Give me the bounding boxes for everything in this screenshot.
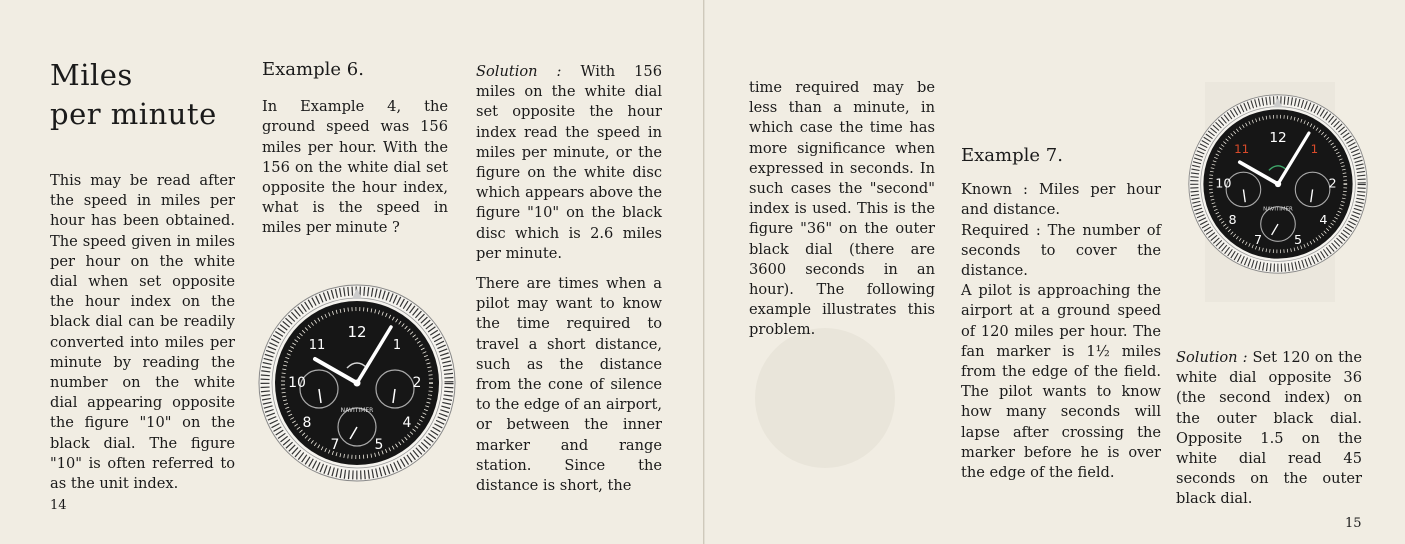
solution-7-label: Solution : xyxy=(1176,349,1248,366)
page-title: Miles per minute xyxy=(50,58,217,131)
svg-text:2: 2 xyxy=(1328,176,1337,192)
svg-text:4: 4 xyxy=(402,415,412,431)
watch-illustration-right xyxy=(1187,93,1369,275)
navitimer-watch-icon xyxy=(1187,93,1369,275)
svg-text:10: 10 xyxy=(1215,176,1232,192)
svg-text:7: 7 xyxy=(1253,233,1263,249)
svg-text:5: 5 xyxy=(1293,233,1303,249)
svg-text:1: 1 xyxy=(1310,142,1319,157)
watch-brand-label: NAVITIMER xyxy=(1263,206,1293,213)
watch-illustration-left xyxy=(257,283,457,483)
navitimer-watch-icon xyxy=(257,283,457,483)
solution-6-label: Solution : xyxy=(476,63,562,80)
example-6-text: In Example 4, the ground speed was 156 miles per hour. With the 156 on the white dial set opposite the hour index, what is the speed in miles per minute ? xyxy=(262,98,448,237)
svg-text:12: 12 xyxy=(1269,130,1287,147)
example-6-column xyxy=(262,60,448,239)
intro-paragraph: This may be read after the speed in miles per hour has been obtained. The speed given in miles per hour on the white dial when set opposite the hour index on the black dial can be readily converted into miles per minute by reading the number on the white dial appearing opposite the figure "10" on the black dial. The figure "10" is often referred to as the unit index. xyxy=(50,172,235,493)
svg-text:5: 5 xyxy=(374,437,384,453)
svg-text:1: 1 xyxy=(392,338,402,353)
continued-paragraph: time required may be less than a minute, in which case the time has more significance when expressed in seconds. In such cases the "second" index is used. This is the figure "36" on the outer black dial (there are 3600 seconds in an hour). The following example illustrates this problem. xyxy=(749,79,935,339)
watch-brand-label: NAVITIMER xyxy=(340,407,374,414)
known-text: Known : Miles per hour and distance. xyxy=(961,181,1161,219)
example-7-column xyxy=(961,146,1161,483)
times-paragraph: There are times when a pilot may want to know the time required to travel a short distance, such as the distance from the cone of silence to the edge of an airport, or between the inner marker and range station. Since the distance is short, the xyxy=(476,275,662,495)
svg-text:11: 11 xyxy=(308,338,326,353)
svg-text:10: 10 xyxy=(288,375,306,391)
svg-text:7: 7 xyxy=(330,437,340,453)
example-7-heading: Example 7. xyxy=(961,145,1063,166)
svg-text:8: 8 xyxy=(1228,213,1237,229)
svg-text:11: 11 xyxy=(1234,142,1250,157)
svg-text:4: 4 xyxy=(1319,213,1328,229)
solution-7-paragraph xyxy=(1176,348,1362,510)
problem-text: A pilot is approaching the airport at a ground speed of 120 miles per hour. The fan marker is 1½ miles from the edge of the field. The pilot wants to know how many seconds will lapse after crossing the marker before he is over the edge of the field. xyxy=(961,282,1161,482)
solution-6-paragraph xyxy=(476,62,662,264)
solution-6-column xyxy=(476,62,662,496)
page-number-left: 14 xyxy=(50,498,67,513)
svg-text:2: 2 xyxy=(412,375,422,391)
solution-6-text: With 156 miles on the white dial set opposite the hour index read the speed in miles per minute, or the figure on the white disc which appears above the figure "10" on the black disc which is 2.6 miles per minute. xyxy=(476,63,663,262)
right-page xyxy=(705,0,1405,544)
solution-7-text: Set 120 on the white dial opposite 36 (the second index) on the outer black dial. Opposite 1.5 on the white dial read 45 seconds on the outer black dial. xyxy=(1176,349,1362,508)
svg-text:8: 8 xyxy=(302,415,312,431)
page-number-right: 15 xyxy=(1345,516,1362,531)
continued-column xyxy=(749,78,935,341)
intro-column xyxy=(50,171,235,494)
solution-7-column xyxy=(1176,348,1362,510)
svg-text:12: 12 xyxy=(347,323,367,341)
required-text: Required : The number of seconds to cover the distance. xyxy=(961,221,1161,280)
example-6-heading: Example 6. xyxy=(262,59,364,80)
